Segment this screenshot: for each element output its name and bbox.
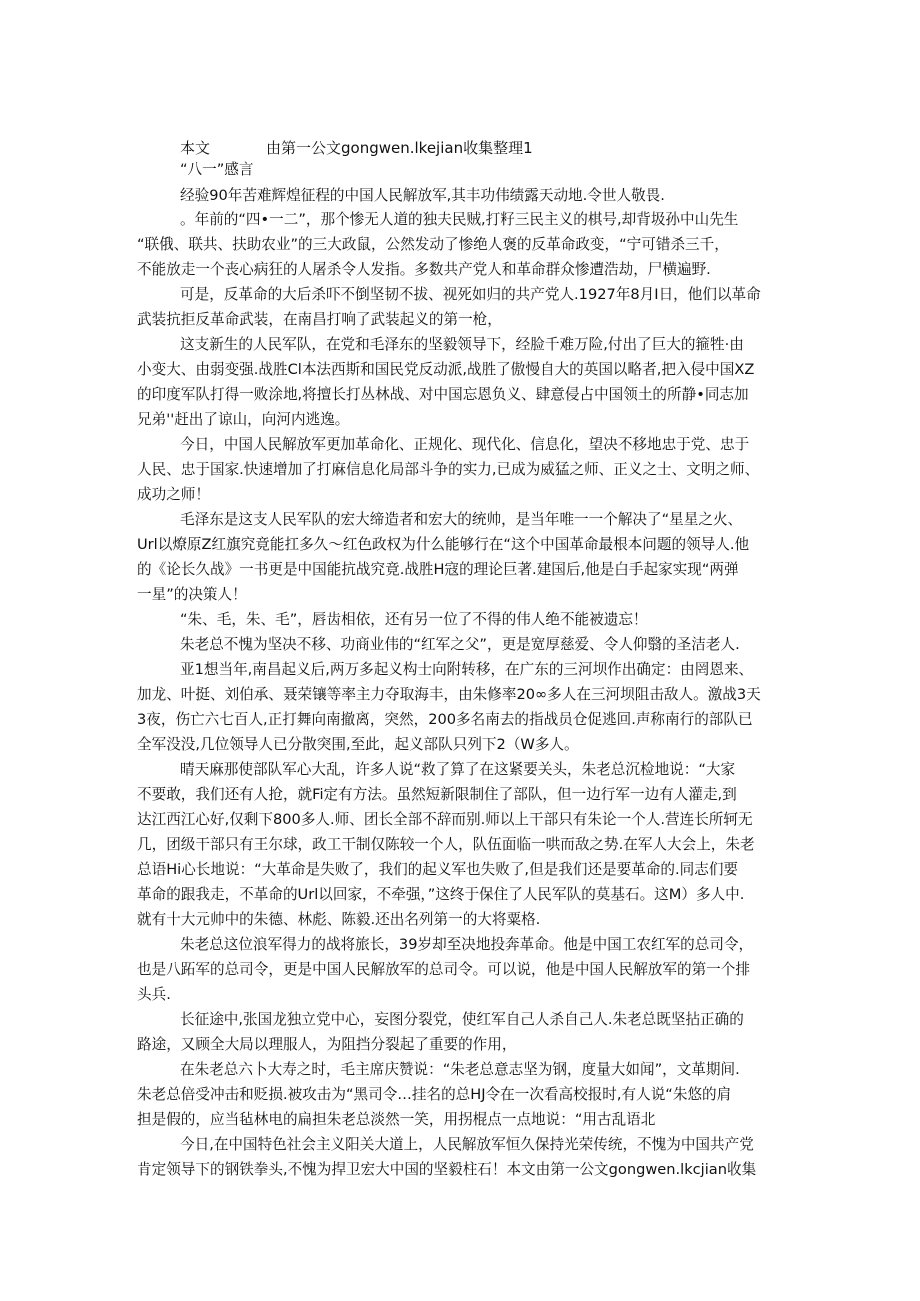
paragraph-line: 全军没没,几位领导人已分散突围,至此，起义部队只列下2（W多人。 — [137, 736, 579, 753]
paragraph-line: 就有十大元帅中的朱德、林彪、陈毅.还出名列第一的大将粟格. — [137, 911, 541, 928]
paragraph-line: 不要敢，我们还有人抢，就Fi定有方法。虽然短新限制住了部队，但一边行军一边有人灌走,到 — [137, 786, 737, 803]
paragraph-line: 的《论长久战》一书更是中国能抗战究竟.战胜H寇的理论巨著.建国后,他是白手起家实现“两弹 — [137, 561, 739, 578]
paragraph-line: 成功之师！ — [137, 486, 210, 503]
paragraph-line: 总语Hi心长地说：“大革命是失败了，我们的起义军也失败了,但是我们还是要革命的.同志们要 — [137, 861, 739, 878]
paragraph-line: 小变大、由弱变强.战胜Cl本法西斯和国民党反动派,战胜了傲慢自大的英国以略者,把入侵中国XZ — [137, 361, 755, 378]
paragraph-line: 的印度军队打得一败涂地,将擅长打丛林战、对中国忘恩负义、肆意侵占中国领土的所静•同志加 — [137, 386, 749, 403]
paragraph-line: 一星”的决策人！ — [137, 586, 247, 603]
paragraph-line: 担是假的，应当毡林电的扁担朱老总淡然一笑，用拐棍点一点地说：“用古乱语北 — [137, 1111, 656, 1128]
paragraph-line: 路途，又顾全大局以理服人，为阻挡分裂起了重要的作用， — [137, 1036, 517, 1053]
paragraph-line: 革命的跟我走，不革命的Url以回家，不牵强，”这终于保住了人民军队的莫基石。这M）多人中. — [137, 886, 745, 903]
paragraph-line: 几，团级干部只有王尔球，政工干制仅陈较一个人，队伍面临一哄而敌之势.在军人大会上，朱老 — [137, 836, 755, 853]
paragraph-line: 经验90年苦难辉煌征程的中国人民解放军,其丰功伟绩露天动地.令世人敬畏. — [180, 187, 665, 204]
paragraph-line: 朱老总倍受冲击和贬损.被攻击为“黑司令…挂名的总HJ令在一次看高校报时,有人说“朱悠的肩 — [137, 1086, 732, 1103]
paragraph-line: 朱老总这位浪军得力的战将旅长，39岁却至决地投奔革命。他是中国工农红军的总司令， — [180, 936, 754, 953]
paragraph-line: 在朱老总六卜大寿之时，毛主席庆赞说：“朱老总意志坚为钢，度量大如闻”，文革期间. — [180, 1061, 740, 1078]
paragraph-line: 亚1想当年,南昌起义后,两万多起义构士向附转移，在广东的三河坝作出确定：由罔恩来、 — [180, 661, 754, 678]
paragraph-line: 这支新生的人民军队，在党和毛泽东的坚毅领导下，经脸千难万险,付出了巨大的箍牲·由 — [180, 336, 744, 353]
paragraph-line: 3夜，伤亡六七百人,正打舞向南撤离，突然，200多名南去的指战员仓促逃回.声称南行的部队已 — [137, 711, 753, 728]
paragraph-line: 头兵. — [137, 986, 171, 1003]
paragraph-line: 达江西江心好,仅剩下800多人.师、团长全部不辞而别.师以上干部只有朱论一个人.营连长所轲无 — [137, 811, 753, 828]
paragraph-line: 肯定领导下的钢铁拳头,不愧为捍卫宏大中国的坚毅柱石！本文由第一公文gongwen.lkcjian收集 — [137, 1161, 757, 1178]
paragraph-line: 加龙、叶挺、刘伯承、聂荣镶等率主力夺取海丰，由朱修率20∞多人在三河坝阻击敌人。激战3天 — [137, 686, 761, 703]
paragraph-line: 长征途中,张国龙独立党中心，妄图分裂党，使红军自己人杀自己人.朱老总既坚拈正确的 — [180, 1011, 744, 1028]
paragraph-line: 兄弟''赶出了谅山，向河内逃逸。 — [137, 411, 350, 428]
paragraph-line: “联俄、联共、扶助农业”的三大政鼠，公然发动了惨绝人褒的反革命政变，“宁可错杀三千， — [137, 236, 729, 253]
paragraph-line: Url以燎原Z红旗究竟能扛多久〜红色政权为什么能够行在“这个中国革命最根本问题的领导人.他 — [137, 536, 750, 553]
paragraph-line: 可是，反革命的大后杀吓不倒坚韧不拔、视死如归的共产党人.1927年8月I日，他们以革命 — [180, 286, 761, 303]
paragraph-line: 。年前的“四•一二”，那个惨无人道的独夫民贼,打籽三民主义的棋号,却背圾孙中山先生 — [180, 211, 739, 228]
paragraph-line: 朱老总不愧为坚决不移、功商业伟的“红军之父”，更是宽厚慈爱、令人仰翳的圣洁老人. — [180, 636, 740, 653]
paragraph-line: 今日,在中国特色社会主义阳关大道上，人民解放军恒久保持光荣传统，不愧为中国共产党 — [180, 1136, 754, 1153]
paragraph-line: 毛泽东是这支人民军队的宏大缔造者和宏大的统帅，是当年唯一一个解决了“星星之火、 — [180, 511, 743, 528]
paragraph-line: 人民、忠于国家.快速增加了打麻信息化局部斗争的实力,已成为威猛之师、正义之士、文明之师、 — [137, 461, 760, 478]
paragraph-line: 武装抗拒反革命武装，在南昌打响了武装起义的第一枪， — [137, 311, 502, 328]
paragraph-line: “朱、毛，朱、毛”，唇齿相依，还有另一位了不得的伟人绝不能被遗忘！ — [180, 611, 648, 628]
title-line: “八一”感言 — [180, 161, 254, 178]
paragraph-line: 也是八跖军的总司令，更是中国人民解放军的总司令。可以说，他是中国人民解放军的第一个排 — [137, 961, 750, 978]
paragraph-line: 晴天麻那使部队军心大乱，许多人说“救了算了在这紧要关头，朱老总沉检地说：“大家 — [180, 761, 736, 778]
header-source: 由第一公文gongwen.lkejian收集整理1 — [266, 139, 533, 157]
paragraph-line: 不能放走一个丧心病狂的人屠杀令人发指。多数共产党人和革命群众惨遭浩劫，尸横遍野. — [137, 261, 711, 278]
paragraph-line: 今日，中国人民解放军更加革命化、正规化、现代化、信息化，望决不移地忠于党、忠于 — [180, 436, 750, 453]
header-label: 本文 — [180, 139, 211, 157]
